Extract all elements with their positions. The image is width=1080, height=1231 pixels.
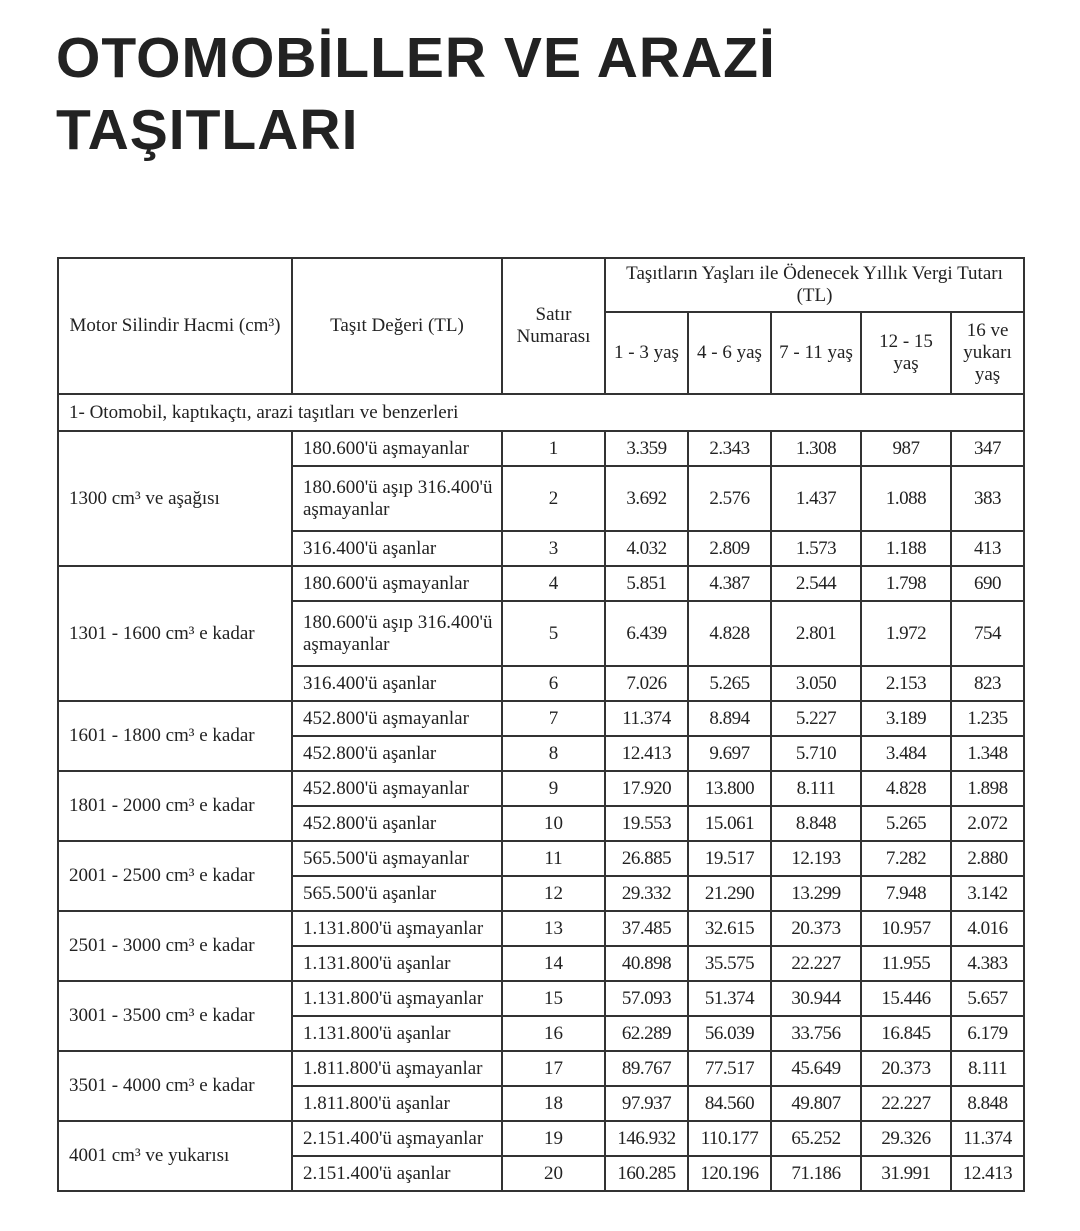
tax-cell: 1.308 bbox=[771, 431, 861, 466]
vehicle-value-cell: 180.600'ü aşıp 316.400'ü aşmayanlar bbox=[292, 466, 502, 531]
engine-cell: 1301 - 1600 cm³ e kadar bbox=[58, 566, 292, 701]
engine-cell: 2001 - 2500 cm³ e kadar bbox=[58, 841, 292, 911]
tax-cell: 57.093 bbox=[605, 981, 688, 1016]
header-age: 4 - 6 yaş bbox=[688, 312, 771, 394]
tax-cell: 13.800 bbox=[688, 771, 771, 806]
row-number-cell: 18 bbox=[502, 1086, 605, 1121]
tax-cell: 26.885 bbox=[605, 841, 688, 876]
tax-cell: 11.374 bbox=[605, 701, 688, 736]
row-number-cell: 5 bbox=[502, 601, 605, 666]
table-row bbox=[58, 566, 1024, 601]
tax-cell: 13.299 bbox=[771, 876, 861, 911]
tax-cell: 89.767 bbox=[605, 1051, 688, 1086]
row-number-cell: 9 bbox=[502, 771, 605, 806]
vehicle-value-cell: 1.131.800'ü aşanlar bbox=[292, 1016, 502, 1051]
tax-cell: 16.845 bbox=[861, 1016, 951, 1051]
header-row bbox=[58, 258, 1024, 312]
vehicle-value-cell: 316.400'ü aşanlar bbox=[292, 666, 502, 701]
tax-cell: 1.437 bbox=[771, 466, 861, 531]
tax-cell: 8.111 bbox=[771, 771, 861, 806]
tax-cell: 62.289 bbox=[605, 1016, 688, 1051]
engine-cell: 3501 - 4000 cm³ e kadar bbox=[58, 1051, 292, 1121]
row-number-cell: 19 bbox=[502, 1121, 605, 1156]
header-age: 1 - 3 yaş bbox=[605, 312, 688, 394]
tax-cell: 7.282 bbox=[861, 841, 951, 876]
row-number-cell: 10 bbox=[502, 806, 605, 841]
row-number-cell: 17 bbox=[502, 1051, 605, 1086]
tax-cell: 4.016 bbox=[951, 911, 1024, 946]
engine-cell: 1601 - 1800 cm³ e kadar bbox=[58, 701, 292, 771]
tax-cell: 1.088 bbox=[861, 466, 951, 531]
tax-cell: 4.828 bbox=[861, 771, 951, 806]
tax-cell: 19.517 bbox=[688, 841, 771, 876]
row-number-cell: 7 bbox=[502, 701, 605, 736]
tax-cell: 3.189 bbox=[861, 701, 951, 736]
tax-cell: 4.032 bbox=[605, 531, 688, 566]
tax-cell: 22.227 bbox=[861, 1086, 951, 1121]
section-row bbox=[58, 394, 1024, 431]
tax-cell: 12.413 bbox=[605, 736, 688, 771]
tax-cell: 37.485 bbox=[605, 911, 688, 946]
tax-cell: 71.186 bbox=[771, 1156, 861, 1191]
tax-cell: 1.188 bbox=[861, 531, 951, 566]
tax-cell: 8.848 bbox=[771, 806, 861, 841]
tax-cell: 15.446 bbox=[861, 981, 951, 1016]
tax-cell: 40.898 bbox=[605, 946, 688, 981]
tax-cell: 1.348 bbox=[951, 736, 1024, 771]
tax-cell: 7.026 bbox=[605, 666, 688, 701]
row-number-cell: 14 bbox=[502, 946, 605, 981]
tax-cell: 1.898 bbox=[951, 771, 1024, 806]
tax-cell: 987 bbox=[861, 431, 951, 466]
row-number-cell: 20 bbox=[502, 1156, 605, 1191]
header-engine: Motor Silindir Hacmi (cm³) bbox=[58, 258, 292, 394]
header-age: 7 - 11 yaş bbox=[771, 312, 861, 394]
tax-cell: 77.517 bbox=[688, 1051, 771, 1086]
tax-cell: 5.657 bbox=[951, 981, 1024, 1016]
row-number-cell: 13 bbox=[502, 911, 605, 946]
tax-cell: 1.573 bbox=[771, 531, 861, 566]
vehicle-value-cell: 1.811.800'ü aşanlar bbox=[292, 1086, 502, 1121]
row-number-cell: 16 bbox=[502, 1016, 605, 1051]
table-row bbox=[58, 1051, 1024, 1086]
row-number-cell: 6 bbox=[502, 666, 605, 701]
tax-cell: 2.544 bbox=[771, 566, 861, 601]
table-row bbox=[58, 1121, 1024, 1156]
tax-cell: 3.050 bbox=[771, 666, 861, 701]
tax-cell: 6.439 bbox=[605, 601, 688, 666]
table-row bbox=[58, 911, 1024, 946]
tax-cell: 22.227 bbox=[771, 946, 861, 981]
tax-cell: 110.177 bbox=[688, 1121, 771, 1156]
tax-cell: 5.265 bbox=[861, 806, 951, 841]
tax-cell: 10.957 bbox=[861, 911, 951, 946]
tax-table bbox=[57, 257, 1025, 1192]
tax-cell: 7.948 bbox=[861, 876, 951, 911]
engine-cell: 2501 - 3000 cm³ e kadar bbox=[58, 911, 292, 981]
tax-cell: 31.991 bbox=[861, 1156, 951, 1191]
row-number-cell: 8 bbox=[502, 736, 605, 771]
tax-cell: 2.801 bbox=[771, 601, 861, 666]
vehicle-value-cell: 1.131.800'ü aşmayanlar bbox=[292, 911, 502, 946]
header-value: Taşıt Değeri (TL) bbox=[292, 258, 502, 394]
vehicle-value-cell: 452.800'ü aşanlar bbox=[292, 806, 502, 841]
tax-cell: 2.880 bbox=[951, 841, 1024, 876]
engine-cell: 4001 cm³ ve yukarısı bbox=[58, 1121, 292, 1191]
engine-cell: 3001 - 3500 cm³ e kadar bbox=[58, 981, 292, 1051]
vehicle-value-cell: 565.500'ü aşmayanlar bbox=[292, 841, 502, 876]
table-row bbox=[58, 431, 1024, 466]
tax-cell: 160.285 bbox=[605, 1156, 688, 1191]
table-row bbox=[58, 841, 1024, 876]
tax-cell: 5.710 bbox=[771, 736, 861, 771]
tax-cell: 5.227 bbox=[771, 701, 861, 736]
tax-cell: 3.484 bbox=[861, 736, 951, 771]
row-number-cell: 4 bbox=[502, 566, 605, 601]
tax-cell: 9.697 bbox=[688, 736, 771, 771]
tax-cell: 56.039 bbox=[688, 1016, 771, 1051]
tax-cell: 2.343 bbox=[688, 431, 771, 466]
tax-cell: 3.359 bbox=[605, 431, 688, 466]
tax-cell: 3.692 bbox=[605, 466, 688, 531]
vehicle-value-cell: 1.811.800'ü aşmayanlar bbox=[292, 1051, 502, 1086]
tax-cell: 690 bbox=[951, 566, 1024, 601]
tax-cell: 21.290 bbox=[688, 876, 771, 911]
tax-cell: 11.374 bbox=[951, 1121, 1024, 1156]
tax-cell: 3.142 bbox=[951, 876, 1024, 911]
vehicle-value-cell: 452.800'ü aşmayanlar bbox=[292, 701, 502, 736]
tax-cell: 12.193 bbox=[771, 841, 861, 876]
tax-cell: 2.153 bbox=[861, 666, 951, 701]
tax-cell: 65.252 bbox=[771, 1121, 861, 1156]
tax-cell: 20.373 bbox=[861, 1051, 951, 1086]
tax-cell: 51.374 bbox=[688, 981, 771, 1016]
tax-cell: 1.972 bbox=[861, 601, 951, 666]
tax-cell: 146.932 bbox=[605, 1121, 688, 1156]
tax-cell: 6.179 bbox=[951, 1016, 1024, 1051]
tax-cell: 5.265 bbox=[688, 666, 771, 701]
table-row bbox=[58, 771, 1024, 806]
tax-cell: 5.851 bbox=[605, 566, 688, 601]
tax-cell: 84.560 bbox=[688, 1086, 771, 1121]
engine-cell: 1300 cm³ ve aşağısı bbox=[58, 431, 292, 566]
row-number-cell: 15 bbox=[502, 981, 605, 1016]
tax-cell: 49.807 bbox=[771, 1086, 861, 1121]
tax-cell: 8.894 bbox=[688, 701, 771, 736]
tax-cell: 2.809 bbox=[688, 531, 771, 566]
tax-cell: 20.373 bbox=[771, 911, 861, 946]
header-row-no: Satır Numarası bbox=[502, 258, 605, 394]
tax-cell: 823 bbox=[951, 666, 1024, 701]
tax-cell: 11.955 bbox=[861, 946, 951, 981]
tax-cell: 17.920 bbox=[605, 771, 688, 806]
row-number-cell: 11 bbox=[502, 841, 605, 876]
table-row bbox=[58, 701, 1024, 736]
page-title: OTOMOBİLLER VE ARAZİ TAŞITLARI bbox=[56, 26, 776, 162]
tax-cell: 2.072 bbox=[951, 806, 1024, 841]
vehicle-value-cell: 1.131.800'ü aşanlar bbox=[292, 946, 502, 981]
tax-cell: 413 bbox=[951, 531, 1024, 566]
tax-cell: 32.615 bbox=[688, 911, 771, 946]
tax-cell: 8.111 bbox=[951, 1051, 1024, 1086]
tax-cell: 1.235 bbox=[951, 701, 1024, 736]
tax-cell: 754 bbox=[951, 601, 1024, 666]
vehicle-value-cell: 180.600'ü aşmayanlar bbox=[292, 566, 502, 601]
tax-cell: 29.332 bbox=[605, 876, 688, 911]
tax-cell: 4.383 bbox=[951, 946, 1024, 981]
tax-cell: 35.575 bbox=[688, 946, 771, 981]
table-row bbox=[58, 981, 1024, 1016]
tax-cell: 383 bbox=[951, 466, 1024, 531]
tax-cell: 8.848 bbox=[951, 1086, 1024, 1121]
header-age: 16 ve yukarı yaş bbox=[951, 312, 1024, 394]
tax-cell: 1.798 bbox=[861, 566, 951, 601]
section-title: 1- Otomobil, kaptıkaçtı, arazi taşıtları ve benzerleri bbox=[58, 394, 1024, 431]
row-number-cell: 12 bbox=[502, 876, 605, 911]
header-tax-group: Taşıtların Yaşları ile Ödenecek Yıllık Vergi Tutarı (TL) bbox=[605, 258, 1024, 312]
tax-cell: 12.413 bbox=[951, 1156, 1024, 1191]
tax-cell: 4.828 bbox=[688, 601, 771, 666]
row-number-cell: 1 bbox=[502, 431, 605, 466]
tax-cell: 97.937 bbox=[605, 1086, 688, 1121]
vehicle-value-cell: 452.800'ü aşmayanlar bbox=[292, 771, 502, 806]
vehicle-value-cell: 452.800'ü aşanlar bbox=[292, 736, 502, 771]
tax-cell: 45.649 bbox=[771, 1051, 861, 1086]
vehicle-value-cell: 180.600'ü aşıp 316.400'ü aşmayanlar bbox=[292, 601, 502, 666]
tax-cell: 29.326 bbox=[861, 1121, 951, 1156]
tax-cell: 2.576 bbox=[688, 466, 771, 531]
vehicle-value-cell: 316.400'ü aşanlar bbox=[292, 531, 502, 566]
tax-cell: 30.944 bbox=[771, 981, 861, 1016]
tax-cell: 33.756 bbox=[771, 1016, 861, 1051]
tax-cell: 15.061 bbox=[688, 806, 771, 841]
vehicle-value-cell: 180.600'ü aşmayanlar bbox=[292, 431, 502, 466]
tax-cell: 120.196 bbox=[688, 1156, 771, 1191]
vehicle-value-cell: 2.151.400'ü aşmayanlar bbox=[292, 1121, 502, 1156]
vehicle-value-cell: 565.500'ü aşanlar bbox=[292, 876, 502, 911]
row-number-cell: 3 bbox=[502, 531, 605, 566]
row-number-cell: 2 bbox=[502, 466, 605, 531]
tax-cell: 19.553 bbox=[605, 806, 688, 841]
vehicle-value-cell: 2.151.400'ü aşanlar bbox=[292, 1156, 502, 1191]
engine-cell: 1801 - 2000 cm³ e kadar bbox=[58, 771, 292, 841]
tax-cell: 347 bbox=[951, 431, 1024, 466]
tax-cell: 4.387 bbox=[688, 566, 771, 601]
header-age: 12 - 15 yaş bbox=[861, 312, 951, 394]
vehicle-value-cell: 1.131.800'ü aşmayanlar bbox=[292, 981, 502, 1016]
